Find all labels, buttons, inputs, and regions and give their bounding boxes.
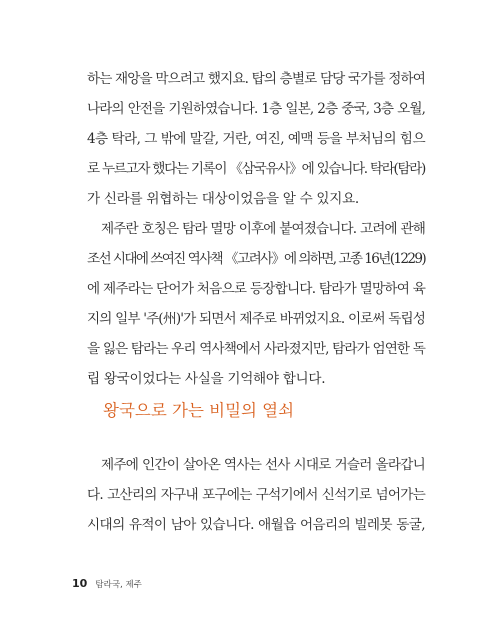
- text-line: 4층 탁라, 그 밖에 말갈, 거란, 여진, 예맥 등을 부처님의 힘으: [87, 131, 425, 147]
- body-paragraph-3: [87, 450, 425, 540]
- text-line: 립 왕국이었다는 사실을 기억해야 합니다.: [87, 371, 326, 387]
- body-paragraph-2: [87, 214, 425, 394]
- section-heading: 왕국으로 가는 비밀의 열쇠: [103, 401, 295, 420]
- page-footer: [72, 572, 142, 591]
- text-line: 에 제주라는 단어가 처음으로 등장합니다. 탐라가 멸망하여 육: [87, 281, 426, 297]
- text-line: 지의 일부 '주(州)'가 되면서 제주로 바뀌었지요. 이로써 독립성: [87, 311, 425, 327]
- text-line: 조선 시대에 쓰여진 역사책 《고려사》에 의하면, 고종 16년(1229): [87, 251, 425, 267]
- text-line: 다. 고산리의 자구내 포구에는 구석기에서 신석기로 넘어가는: [87, 487, 425, 503]
- text-line: 가 신라를 위협하는 대상이었음을 알 수 있지요.: [87, 191, 359, 207]
- running-head: 탐라국, 제주: [95, 580, 142, 590]
- body-paragraph-1: [87, 64, 425, 214]
- text-line: 제주에 인간이 살아온 역사는 선사 시대로 거슬러 올라갑니: [101, 457, 425, 473]
- text-line: 하는 재앙을 막으려고 했지요. 탑의 층별로 담당 국가를 정하여: [87, 71, 425, 87]
- text-line: 시대의 유적이 남아 있습니다. 애월읍 어음리의 빌레못 동굴,: [87, 517, 425, 533]
- page-number: 10: [72, 577, 88, 590]
- text-line: 을 잃은 탐라는 우리 역사책에서 사라졌지만, 탐라가 엄연한 독: [87, 341, 425, 357]
- text-line: 나라의 안전을 기원하였습니다. 1층 일본, 2층 중국, 3층 오월,: [87, 101, 425, 117]
- text-line: 로 누르고자 했다는 기록이 《삼국유사》에 있습니다. 탁라(탐라): [87, 161, 425, 177]
- text-line: 제주란 호칭은 탐라 멸망 이후에 붙여졌습니다. 고려에 관해: [101, 221, 425, 237]
